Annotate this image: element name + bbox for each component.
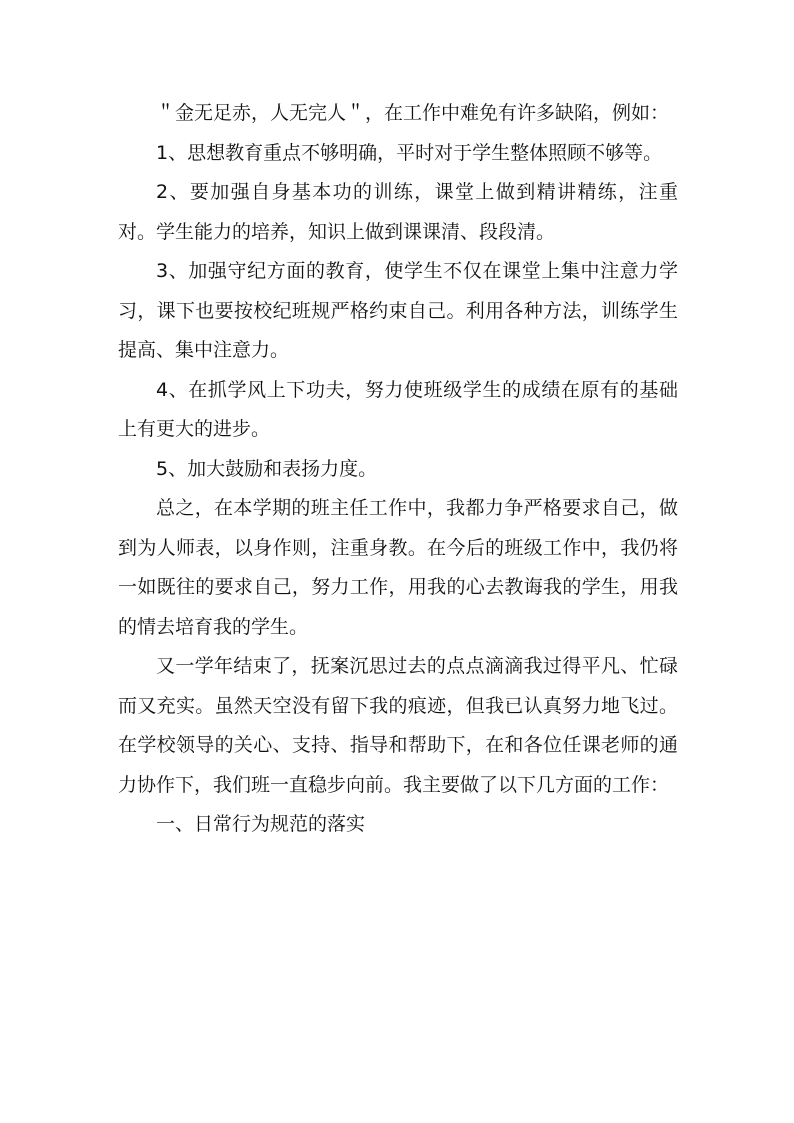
paragraph-year-review: 又一学年结束了，抚案沉思过去的点点滴滴我过得平凡、忙碌而又充实。虽然天空没有留下我的痕迹，但我已认真努力地飞过。在学校领导的关心、支持、指导和帮助下，在和各位任课老师的通力协作下，我们班一直稳步向前。我主要做了以下几方面的工作： xyxy=(118,655,678,796)
paragraph-item-4: 4、在抓学风上下功夫，努力使班级学生的成绩在原有的基础上有更大的进步。 xyxy=(118,378,678,440)
paragraph-intro: ＂金无足赤，人无完人＂，在工作中难免有许多缺陷，例如： xyxy=(156,102,670,124)
paragraph-item-5: 5、加大鼓励和表扬力度。 xyxy=(156,457,378,480)
paragraph-summary: 总之，在本学期的班主任工作中，我都力争严格要求自己，做到为人师表，以身作则，注重身教。在今后的班级工作中，我仍将一如既往的要求自己，努力工作，用我的心去教诲我的学生，用我的情去培育我的学生。 xyxy=(118,497,678,638)
paragraph-item-2: 2、要加强自身基本功的训练，课堂上做到精讲精练，注重对。学生能力的培养，知识上做到课课清、段段清。 xyxy=(118,181,678,243)
document-page xyxy=(118,94,678,845)
paragraph-item-1: 1、思想教育重点不够明确，平时对于学生整体照顾不够等。 xyxy=(156,141,663,164)
paragraph-item-3: 3、加强守纪方面的教育，使学生不仅在课堂上集中注意力学习，课下也要按校纪班规严格约束自己。利用各种方法，训练学生提高、集中注意力。 xyxy=(118,260,678,361)
section-heading: 一、日常行为规范的落实 xyxy=(156,813,366,835)
